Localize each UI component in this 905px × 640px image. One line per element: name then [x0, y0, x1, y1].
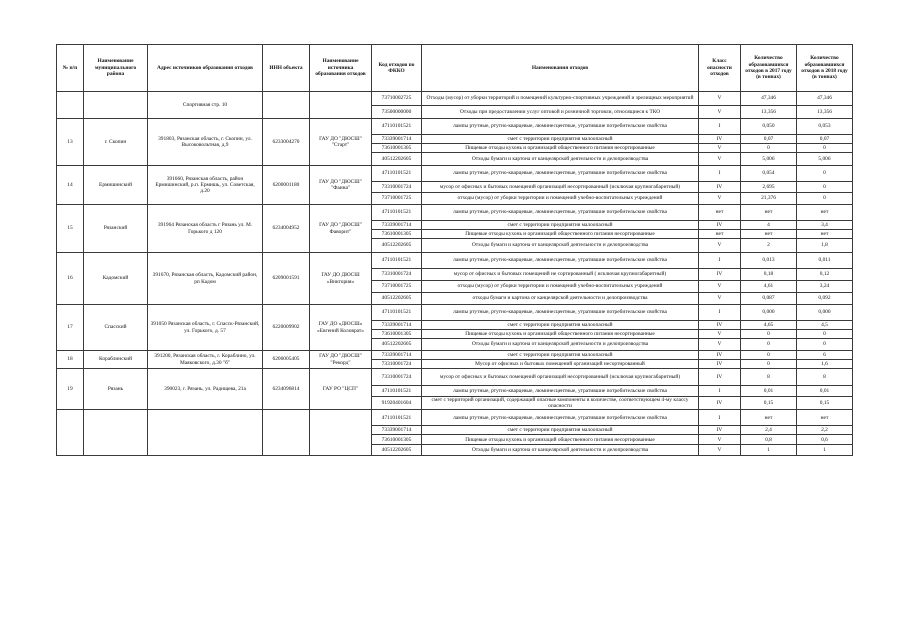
amount-2017-cell: 5,006 [741, 153, 797, 166]
inn-cell: 6200001180 [263, 166, 310, 205]
amount-2018-cell: нет [797, 230, 853, 239]
address-cell: 391660, Рязанская область, район Ермишинский, р.п. Ермишь, ул. Советская, д.20 [148, 166, 263, 205]
address-cell: 391964 Рязанская область г Рязань ул. М. Горького д 120 [148, 205, 263, 253]
amount-2018-cell: 1,6 [797, 360, 853, 369]
table-row [57, 119, 853, 135]
inn-cell [263, 92, 310, 119]
hazard-class-cell: V [699, 435, 741, 445]
waste-code-cell: 73610001305 [372, 144, 422, 153]
district-cell: г. Скопин [84, 119, 148, 166]
waste-code-cell: 73500000000 [372, 106, 422, 119]
hazard-class-cell: V [699, 106, 741, 119]
table-header-row [57, 45, 853, 92]
waste-name-cell: Отходы бумаги и картона от канцелярской деятельности и делопроизводства [422, 239, 699, 253]
header-cell: № п/п [57, 45, 84, 92]
hazard-class-cell: I [699, 305, 741, 321]
amount-2018-cell: нет [797, 205, 853, 221]
hazard-class-cell: IV [699, 369, 741, 386]
hazard-class-cell: IV [699, 221, 741, 230]
header-cell: ИНН объекта [263, 45, 310, 92]
inn-cell: 6234004952 [263, 205, 310, 253]
waste-name-cell: мусор от офисных и бытовых помещений организаций несортированный (исключая крупногабаритный) [422, 369, 699, 386]
amount-2018-cell: 0 [797, 182, 853, 193]
waste-code-cell: 73610001305 [372, 330, 422, 339]
waste-code-cell: 73339001714 [372, 351, 422, 360]
amount-2018-cell: 0,053 [797, 119, 853, 135]
waste-name-cell: лампы ртутные, ртутно-кварцевые, люминесцентные, утратившие потребительские свойства [422, 205, 699, 221]
hazard-class-cell: IV [699, 426, 741, 435]
waste-name-cell: Пищевые отходы кухонь и организаций общественного питания несортированные [422, 435, 699, 445]
hazard-class-cell: нет [699, 205, 741, 221]
amount-2018-cell: 8 [797, 369, 853, 386]
waste-code-cell: 47110101521 [372, 205, 422, 221]
table-row [57, 92, 853, 106]
header-cell: Наименование источника образования отходов [310, 45, 372, 92]
amount-2018-cell: нет [797, 410, 853, 426]
hazard-class-cell: V [699, 293, 741, 305]
waste-code-cell: 73610001305 [372, 230, 422, 239]
amount-2017-cell: 0,087 [741, 293, 797, 305]
hazard-class-cell: V [699, 339, 741, 351]
amount-2018-cell: 0 [797, 339, 853, 351]
hazard-class-cell: IV [699, 182, 741, 193]
organization-cell: ГАУ ДО ДЮСШ «Виктория» [310, 253, 372, 305]
waste-name-cell: смет с территории предприятия малоопасный [422, 221, 699, 230]
row-number-cell: 14 [57, 166, 84, 205]
amount-2018-cell: 2,2 [797, 426, 853, 435]
amount-2018-cell: 0,092 [797, 293, 853, 305]
amount-2018-cell: 0,000 [797, 305, 853, 321]
amount-2018-cell: 0,6 [797, 435, 853, 445]
amount-2017-cell: 2,4 [741, 426, 797, 435]
header-cell: Класс опасности отходов [699, 45, 741, 92]
waste-code-cell: 73710001725 [372, 193, 422, 205]
amount-2017-cell: 0 [741, 144, 797, 153]
waste-name-cell: мусор от офисных и бытовых помещений не сортированный ( исключая крупногабаритный) [422, 269, 699, 281]
waste-name-cell: мусор от офисных и бытовых помещений организаций несортированный (исключая крупногабаритный) [422, 182, 699, 193]
amount-2018-cell: 3,24 [797, 281, 853, 293]
district-cell: Спасский [84, 305, 148, 351]
waste-code-cell: 47110101521 [372, 305, 422, 321]
header-cell: Адрес источников образования отходов [148, 45, 263, 92]
amount-2017-cell: 47,346 [741, 92, 797, 106]
hazard-class-cell: V [699, 330, 741, 339]
address-cell: 390023, г. Рязань, ул. Радищева, 21а [148, 369, 263, 410]
organization-cell: ГАУ ДО «ДЮСШ» «Евгений Коловрат» [310, 305, 372, 351]
amount-2017-cell: 0 [741, 339, 797, 351]
amount-2018-cell: 47,346 [797, 92, 853, 106]
row-number-cell [57, 92, 84, 119]
amount-2018-cell: 0 [797, 144, 853, 153]
document-page [56, 44, 852, 456]
district-cell: Рязанский [84, 205, 148, 253]
waste-code-cell: 73339001714 [372, 321, 422, 330]
header-cell: Наименования отходов [422, 45, 699, 92]
hazard-class-cell: V [699, 92, 741, 106]
amount-2017-cell: 0,050 [741, 119, 797, 135]
waste-name-cell: лампы ртутные, ртутно-кварцевые, люминесцентные, утратившие потребительские свойства [422, 386, 699, 397]
amount-2017-cell: нет [741, 410, 797, 426]
inn-cell: 6209001591 [263, 253, 310, 305]
hazard-class-cell: I [699, 410, 741, 426]
amount-2017-cell: 0,8 [741, 435, 797, 445]
waste-code-cell: 47110101521 [372, 166, 422, 182]
hazard-class-cell: V [699, 144, 741, 153]
waste-code-cell: 73610001305 [372, 435, 422, 445]
address-cell: 391670, Рязанская область, Кадомский район, рп Кадом [148, 253, 263, 305]
amount-2017-cell: 0,18 [741, 269, 797, 281]
organization-cell: ГАУ РО "ЦСП" [310, 369, 372, 410]
waste-name-cell: лампы ртутные, ртутно-кварцевые, люминесцентные, утратившие потребительские свойства [422, 305, 699, 321]
amount-2017-cell: 0,01 [741, 386, 797, 397]
organization-cell: ГАУ ДО "ДЮСШ" "Рекорд" [310, 351, 372, 369]
district-cell: Кораблинский [84, 351, 148, 369]
amount-2017-cell: 0,054 [741, 166, 797, 182]
waste-name-cell: лампы ртутные, ртутно-кварцевые, люминесцентные, утратившие потребительские свойства [422, 253, 699, 269]
amount-2017-cell: 4,61 [741, 281, 797, 293]
amount-2018-cell: 6 [797, 351, 853, 360]
hazard-class-cell: V [699, 193, 741, 205]
header-cell: Количество образовавшихся отходов в 2018 году (в тоннах) [797, 45, 853, 92]
hazard-class-cell: I [699, 119, 741, 135]
row-number-cell: 17 [57, 305, 84, 351]
waste-code-cell: 73339001714 [372, 221, 422, 230]
table-row [57, 410, 853, 426]
row-number-cell: 16 [57, 253, 84, 305]
waste-code-cell: 73310001724 [372, 360, 422, 369]
organization-cell [310, 410, 372, 456]
amount-2017-cell: 0 [741, 351, 797, 360]
waste-name-cell: смет с территории предприятия малоопасный [422, 426, 699, 435]
district-cell: Рязань [84, 369, 148, 410]
amount-2017-cell: 0 [741, 330, 797, 339]
amount-2017-cell: 4,65 [741, 321, 797, 330]
waste-name-cell: Пищевые отходы кухонь и организаций общественного питания несортированные [422, 144, 699, 153]
amount-2017-cell: 0,000 [741, 305, 797, 321]
amount-2018-cell: 1 [797, 445, 853, 456]
amount-2017-cell: 1 [741, 445, 797, 456]
amount-2017-cell: 0,013 [741, 253, 797, 269]
waste-code-cell: 40512202605 [372, 293, 422, 305]
waste-name-cell: Отходы бумаги и картона от канцелярской деятельности и делопроизводства [422, 445, 699, 456]
waste-code-cell: 40512202605 [372, 153, 422, 166]
amount-2018-cell: 0,011 [797, 253, 853, 269]
waste-code-cell: 47110101521 [372, 119, 422, 135]
hazard-class-cell: V [699, 281, 741, 293]
hazard-class-cell: IV [699, 397, 741, 410]
hazard-class-cell: IV [699, 351, 741, 360]
amount-2017-cell: 8 [741, 369, 797, 386]
district-cell [84, 410, 148, 456]
waste-code-cell: 91920401604 [372, 397, 422, 410]
amount-2017-cell: 0,07 [741, 135, 797, 144]
waste-name-cell: лампы ртутные, ртутно-кварцевые, люминесцентные, утратившие потребительские свойства [422, 119, 699, 135]
amount-2017-cell: нет [741, 205, 797, 221]
amount-2017-cell: 0 [741, 360, 797, 369]
waste-name-cell: Отходы (мусор) от уборки территорий и помещений культурно-спортивных учреждений и зрелищных мероприятий [422, 92, 699, 106]
hazard-class-cell: IV [699, 269, 741, 281]
inn-cell [263, 410, 310, 456]
address-cell: 391050 Рязанская область, г. Спасск-Рязанский, ул. Горького, д. 57 [148, 305, 263, 351]
row-number-cell: 15 [57, 205, 84, 253]
address-cell: Спортивная стр. 10 [148, 92, 263, 119]
row-number-cell [57, 410, 84, 456]
waste-name-cell: лампы ртутные, ртутно-кварцевые, люминесцентные, утратившие потребительские свойства [422, 166, 699, 182]
waste-code-cell: 47110101521 [372, 410, 422, 426]
row-number-cell: 13 [57, 119, 84, 166]
inn-cell: 6234096814 [263, 369, 310, 410]
table-row [57, 205, 853, 221]
amount-2017-cell: 0,15 [741, 397, 797, 410]
waste-name-cell: Отходы бумаги и картона от канцелярской деятельности и делопроизводства [422, 339, 699, 351]
waste-code-cell: 73310001724 [372, 182, 422, 193]
waste-code-cell: 40512202605 [372, 339, 422, 351]
hazard-class-cell: IV [699, 135, 741, 144]
hazard-class-cell: I [699, 386, 741, 397]
header-cell: Наименование муниципального района [84, 45, 148, 92]
amount-2018-cell: 0,01 [797, 386, 853, 397]
table-row [57, 253, 853, 269]
hazard-class-cell: IV [699, 321, 741, 330]
organization-cell: ГАУ ДО "ДЮСШ" Фаворит" [310, 205, 372, 253]
amount-2018-cell: 4,5 [797, 321, 853, 330]
waste-name-cell: Пищевые отходы кухонь и организаций общественного питания несортированные [422, 230, 699, 239]
waste-name-cell: смет с территории предприятия малоопасный [422, 135, 699, 144]
address-cell [148, 410, 263, 456]
waste-name-cell: смет с территории предприятия малоопасный [422, 351, 699, 360]
waste-name-cell: лампы ртутные, ртутно-кварцевые, люминесцентные, утратившие потребительские свойства [422, 410, 699, 426]
waste-name-cell: отходы бумаги и картона от канцелярской деятельности и делопроизводства [422, 293, 699, 305]
organization-cell: ГАУ ДО "ДЮСШ" "Фаина" [310, 166, 372, 205]
waste-name-cell: Пищевые отходы кухонь и организаций общественного питания несортированные [422, 330, 699, 339]
waste-code-cell: 73710002725 [372, 92, 422, 106]
waste-name-cell: смет с территорий организаций, содержащий опасные компоненты в количестве, соответствующем 4-му классу опасности [422, 397, 699, 410]
waste-name-cell: смет с территории предприятия малоопасный [422, 321, 699, 330]
table-row [57, 166, 853, 182]
district-cell: Кадомский [84, 253, 148, 305]
amount-2018-cell: 0 [797, 193, 853, 205]
hazard-class-cell: V [699, 445, 741, 456]
district-cell [84, 92, 148, 119]
amount-2017-cell: 2 [741, 239, 797, 253]
address-cell: 391200, Рязанская область, г. Кораблино, ул. Маяковского, д.30 "б" [148, 351, 263, 369]
hazard-class-cell: нет [699, 230, 741, 239]
header-cell: Количество образовавшихся отходов в 2017 году (в тоннах) [741, 45, 797, 92]
waste-code-cell: 73339001714 [372, 135, 422, 144]
waste-name-cell: Отходы при предоставлении услуг оптовой и розничной торговли, относящиеся к ТКО [422, 106, 699, 119]
amount-2018-cell: 0,07 [797, 135, 853, 144]
waste-name-cell: Мусор от офисных и бытовых помещений организаций несортированный [422, 360, 699, 369]
table-row [57, 369, 853, 386]
inn-cell: 6220009902 [263, 305, 310, 351]
inn-cell: 6206005405 [263, 351, 310, 369]
amount-2018-cell: 1,8 [797, 239, 853, 253]
organization-cell [310, 92, 372, 119]
amount-2018-cell: 3,4 [797, 221, 853, 230]
organization-cell: ГАУ ДО "ДЮСШ" "Старт" [310, 119, 372, 166]
address-cell: 391803, Рязанская область, г. Скопин, ул. Высоковольтная, д.9 [148, 119, 263, 166]
district-cell: Ермишинский [84, 166, 148, 205]
row-number-cell: 19 [57, 369, 84, 410]
table-row [57, 351, 853, 360]
amount-2017-cell: 2,695 [741, 182, 797, 193]
amount-2017-cell: 13,356 [741, 106, 797, 119]
amount-2017-cell: нет [741, 230, 797, 239]
waste-code-cell: 73339001714 [372, 426, 422, 435]
waste-code-cell: 47110101521 [372, 386, 422, 397]
waste-name-cell: отходы (мусор) от уборки территории и помещений учебно-воспитательных учреждений [422, 193, 699, 205]
amount-2018-cell: 13,356 [797, 106, 853, 119]
inn-cell: 6233004270 [263, 119, 310, 166]
waste-code-cell: 73310001724 [372, 269, 422, 281]
waste-code-cell: 47110101521 [372, 253, 422, 269]
waste-code-cell: 40512202605 [372, 445, 422, 456]
hazard-class-cell: I [699, 166, 741, 182]
hazard-class-cell: V [699, 239, 741, 253]
header-cell: Код отходов по ФККО [372, 45, 422, 92]
waste-name-cell: отходы (мусор) от уборки территории и помещений учебно-воспитательных учреждений [422, 281, 699, 293]
waste-code-cell: 73310001724 [372, 369, 422, 386]
waste-code-cell: 73710001725 [372, 281, 422, 293]
hazard-class-cell: I [699, 253, 741, 269]
amount-2017-cell: 21,376 [741, 193, 797, 205]
hazard-class-cell: IV [699, 360, 741, 369]
amount-2018-cell: 0 [797, 166, 853, 182]
waste-code-cell: 40512202605 [372, 239, 422, 253]
amount-2018-cell: 0 [797, 330, 853, 339]
waste-name-cell: Отходы бумаги и картона от канцелярской деятельности и делопроизводства [422, 153, 699, 166]
amount-2018-cell: 0,15 [797, 397, 853, 410]
table-row [57, 305, 853, 321]
row-number-cell: 18 [57, 351, 84, 369]
amount-2017-cell: 4 [741, 221, 797, 230]
amount-2018-cell: 0,12 [797, 269, 853, 281]
amount-2018-cell: 5,006 [797, 153, 853, 166]
waste-table [56, 44, 853, 456]
hazard-class-cell: V [699, 153, 741, 166]
